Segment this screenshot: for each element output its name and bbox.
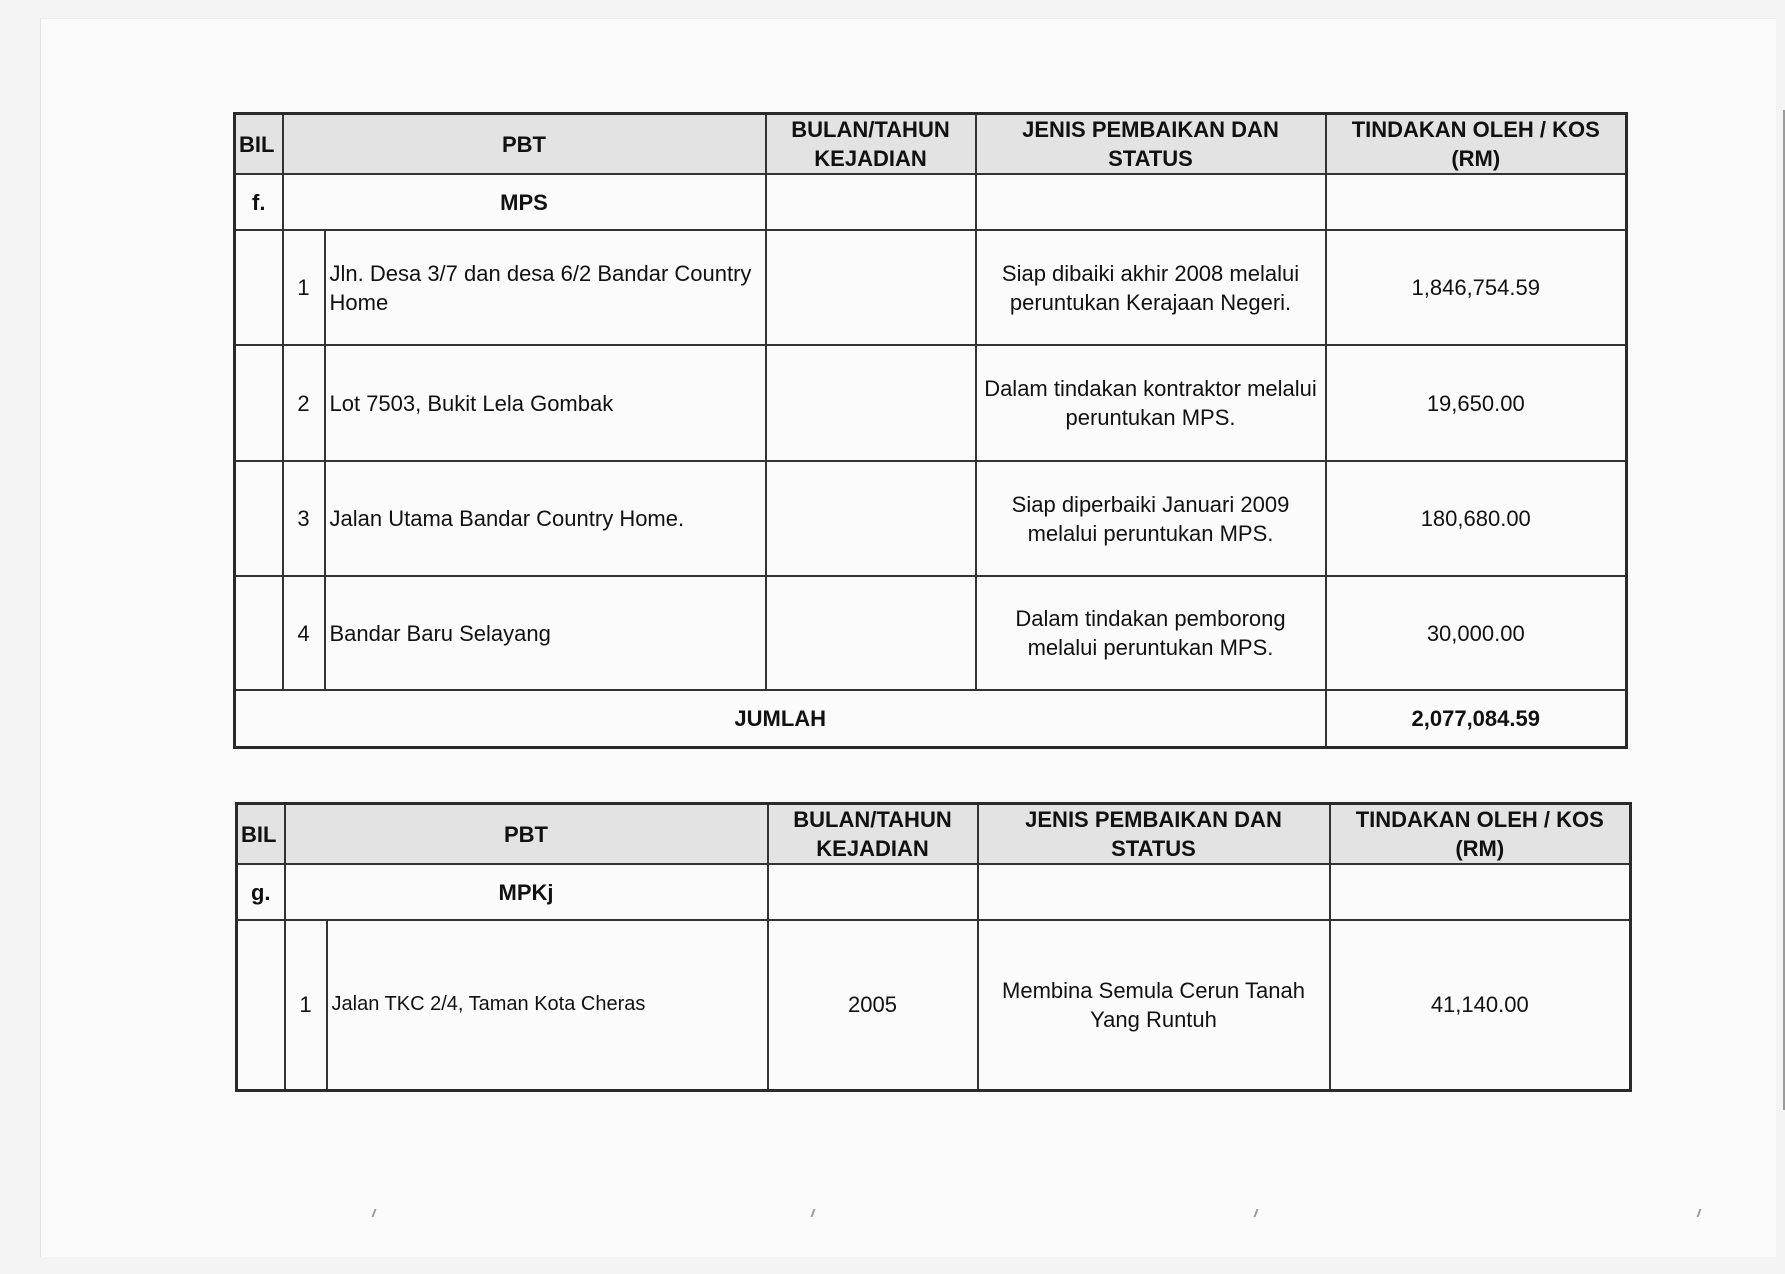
header-jenis: JENIS PEMBAIKAN DAN STATUS xyxy=(976,114,1326,175)
header-bulan-tahun: BULAN/TAHUN KEJADIAN xyxy=(766,114,976,175)
row-cost: 19,650.00 xyxy=(1326,345,1627,461)
row-location: Jln. Desa 3/7 dan desa 6/2 Bandar Country Home xyxy=(325,230,766,345)
row-date xyxy=(766,461,976,576)
table-row xyxy=(235,345,1627,461)
row-date: 2005 xyxy=(768,920,978,1090)
section-empty-cost xyxy=(1326,174,1627,230)
row-location: Jalan Utama Bandar Country Home. xyxy=(325,461,766,576)
section-bil: g. xyxy=(237,864,285,920)
table-mps xyxy=(233,112,1628,749)
section-empty-date xyxy=(768,864,978,920)
row-location: Jalan TKC 2/4, Taman Kota Cheras xyxy=(327,920,768,1090)
row-bil-empty xyxy=(235,345,283,461)
section-empty-status xyxy=(978,864,1330,920)
section-bil: f. xyxy=(235,174,283,230)
table-row xyxy=(235,230,1627,345)
row-number: 2 xyxy=(283,345,325,461)
header-pbt: PBT xyxy=(285,804,768,865)
section-empty-status xyxy=(976,174,1326,230)
row-status: Siap diperbaiki Januari 2009 melalui peruntukan MPS. xyxy=(976,461,1326,576)
table-row xyxy=(235,461,1627,576)
section-pbt: MPS xyxy=(283,174,766,230)
section-empty-cost xyxy=(1330,864,1631,920)
header-tindakan: TINDAKAN OLEH / KOS (RM) xyxy=(1326,114,1627,175)
row-date xyxy=(766,230,976,345)
header-bulan-tahun: BULAN/TAHUN KEJADIAN xyxy=(768,804,978,865)
header-bil: BIL xyxy=(235,114,283,175)
header-tindakan: TINDAKAN OLEH / KOS (RM) xyxy=(1330,804,1631,865)
total-row xyxy=(235,690,1627,747)
row-bil-empty xyxy=(237,920,285,1090)
row-number: 1 xyxy=(285,920,327,1090)
header-row xyxy=(237,804,1631,865)
row-location: Lot 7503, Bukit Lela Gombak xyxy=(325,345,766,461)
section-row xyxy=(235,174,1627,230)
section-empty-date xyxy=(766,174,976,230)
row-cost: 1,846,754.59 xyxy=(1326,230,1627,345)
table-row xyxy=(237,920,1631,1090)
section-row xyxy=(237,864,1631,920)
row-status: Dalam tindakan pemborong melalui peruntukan MPS. xyxy=(976,576,1326,690)
header-jenis: JENIS PEMBAIKAN DAN STATUS xyxy=(978,804,1330,865)
header-bil: BIL xyxy=(237,804,285,865)
row-bil-empty xyxy=(235,461,283,576)
row-cost: 30,000.00 xyxy=(1326,576,1627,690)
row-cost: 41,140.00 xyxy=(1330,920,1631,1090)
row-status: Siap dibaiki akhir 2008 melalui peruntukan Kerajaan Negeri. xyxy=(976,230,1326,345)
total-value: 2,077,084.59 xyxy=(1326,690,1627,747)
row-bil-empty xyxy=(235,576,283,690)
row-number: 3 xyxy=(283,461,325,576)
row-date xyxy=(766,576,976,690)
total-label: JUMLAH xyxy=(235,690,1326,747)
row-cost: 180,680.00 xyxy=(1326,461,1627,576)
section-pbt: MPKj xyxy=(285,864,768,920)
header-row xyxy=(235,114,1627,175)
table-mpkj xyxy=(235,802,1632,1092)
row-number: 1 xyxy=(283,230,325,345)
row-status: Membina Semula Cerun Tanah Yang Runtuh xyxy=(978,920,1330,1090)
row-date xyxy=(766,345,976,461)
row-bil-empty xyxy=(235,230,283,345)
table-row xyxy=(235,576,1627,690)
row-number: 4 xyxy=(283,576,325,690)
header-pbt: PBT xyxy=(283,114,766,175)
row-status: Dalam tindakan kontraktor melalui peruntukan MPS. xyxy=(976,345,1326,461)
row-location: Bandar Baru Selayang xyxy=(325,576,766,690)
